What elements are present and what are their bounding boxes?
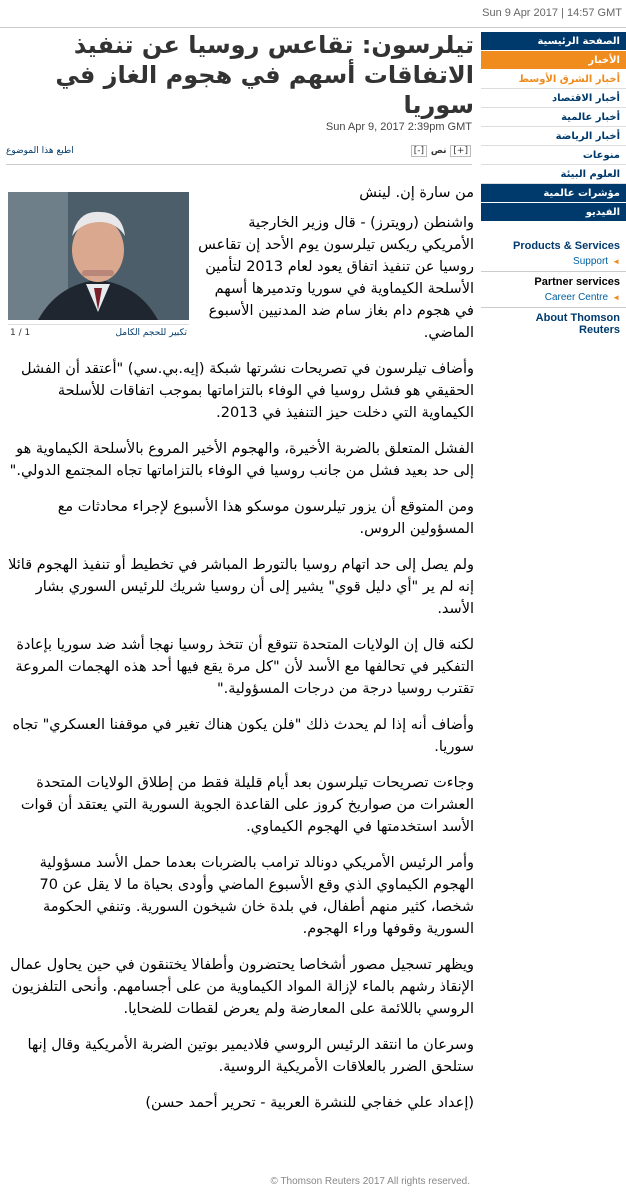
photo-caption-bar [8, 324, 189, 342]
partner-services-link[interactable]: Partner services [534, 276, 620, 288]
sidebar-nav-item[interactable]: أخبار عالمية [481, 108, 626, 127]
career-centre-link[interactable] [481, 290, 626, 308]
about-thomson-reuters-link[interactable]: About Thomson Reuters [535, 312, 620, 336]
byline: من سارة إن. لينش [359, 185, 474, 201]
current-date: Sun 9 Apr 2017 | 14:57 GMT [482, 7, 622, 19]
article-paragraph: ويظهر تسجيل مصور أشخاصا يحتضرون وأطفالا يختنقون في حين يحاول عمال الإنقاذ رشهم بالماء لإزالة المواد الكيماوية من على أجسامهم. وأنحى التلفزيون الروسي باللائمة على المعارضة ولم يعرض لقطات للضحايا. [10, 957, 474, 1017]
top-bar [0, 0, 626, 28]
divider [6, 164, 472, 165]
sidebar-nav-item[interactable]: أخبار الشرق الأوسط [481, 70, 626, 89]
photo-pager: 1 / 1 [10, 328, 31, 338]
sidebar-nav-item[interactable]: العلوم البيئة [481, 165, 626, 184]
portrait-image [8, 192, 189, 320]
article-paragraph: وأضاف تيلرسون في تصريحات نشرتها شبكة (إيه.بي.سي) "أعتقد أن الفشل الحقيقي هو فشل روسيا في الوفاء بالتزاماتها بموجب اتفاقات للأسلحة الكيماوية التي دخلت حيز التنفيذ في 2013. [20, 361, 474, 421]
article-paragraph: وأضاف أنه إذا لم يحدث ذلك "فلن يكون هناك تغير في موقفنا العسكري" تجاه سوريا. [12, 717, 474, 755]
article-timestamp: Sun Apr 9, 2017 2:39pm GMT [325, 121, 472, 133]
text-size-decrease-button[interactable]: [-] [411, 145, 427, 157]
article-toolbar [6, 144, 472, 162]
article-credit: (إعداد علي خفاجي للنشرة العربية - تحرير أحمد حسن) [145, 1095, 474, 1111]
text-size-increase-button[interactable]: [+] [450, 145, 471, 157]
print-link[interactable]: اطبع هذا الموضوع [6, 146, 74, 156]
support-link[interactable] [481, 254, 626, 272]
arrow-icon: ◄ [612, 293, 620, 302]
sidebar-nav-item[interactable]: أخبار الرياضة [481, 127, 626, 146]
article-paragraph: ومن المتوقع أن يزور تيلرسون موسكو هذا الأسبوع لإجراء محادثات مع المسؤولين الروس. [57, 499, 474, 537]
article-paragraph: وسرعان ما انتقد الرئيس الروسي فلاديمير بوتين الضربة الأمريكية وقال إنها ستلحق الضرر بالعلاقات الأمريكية الروسية. [27, 1037, 474, 1075]
sidebar-nav-item[interactable]: أخبار الاقتصاد [481, 89, 626, 108]
article-paragraph: وأمر الرئيس الأمريكي دونالد ترامب بالضربات بعدما حمل الأسد مسؤولية الهجوم الكيماوي الذي وقع الأسبوع الماضي وأودى بحياة ما لا يقل عن 70 شخصا، كثير منهم أطفال، في بلدة خان شيخون السورية. وتنفي الحكومة السورية وقوفها وراء الهجوم. [39, 855, 474, 937]
article-paragraph: ولم يصل إلى حد اتهام روسيا بالتورط المباشر في تخطيط أو تنفيذ الهجوم قائلا إنه لم ير "أي دليل قوي" يشير إلى أن روسيا شريك للرئيس السوري بشار الأسد. [8, 557, 474, 617]
sidebar [481, 32, 626, 338]
article-paragraph: الفشل المتعلق بالضربة الأخيرة، والهجوم الأخير المروع بالأسلحة الكيماوية هو إلى حد بعيد فشل من جانب روسيا في الوفاء بالتزاماتها تجاه المجتمع الدولي." [9, 441, 474, 479]
sidebar-nav-item[interactable]: الفيديو [481, 203, 626, 222]
article-paragraph: وجاءت تصريحات تيلرسون بعد أيام قليلة فقط من إطلاق الولايات المتحدة العشرات من صواريخ كروز على القاعدة الجوية السورية التي يعتقد أن قوات الأسد استخدمتها في الهجوم الكيماوي. [20, 775, 474, 835]
article-photo[interactable] [8, 192, 189, 320]
article-paragraph: لكنه قال إن الولايات المتحدة تتوقع أن تتخذ روسيا نهجا أشد ضد سوريا بإعادة التفكير في تحالفها مع الأسد لأن "كل مرة يقع فيها أحد هذه الهجمات المروعة تقترب روسيا درجة من درجات المسؤولية." [15, 637, 474, 697]
text-size-control [410, 146, 472, 156]
sidebar-nav-item[interactable]: منوعات [481, 146, 626, 165]
enlarge-photo-link[interactable]: تكبير للحجم الكامل [115, 328, 187, 338]
footer-copyright: © Thomson Reuters 2017 All rights reserved. [270, 1176, 470, 1187]
support-label: Support [573, 256, 609, 267]
sidebar-nav-item[interactable]: الصفحة الرئيسية [481, 32, 626, 51]
arrow-icon: ◄ [612, 257, 620, 266]
sidebar-nav-item[interactable]: الأخبار [481, 51, 626, 70]
article-headline: تيلرسون: تقاعس روسيا عن تنفيذ الاتفاقات أسهم في هجوم الغاز في سوريا [55, 31, 474, 119]
sidebar-nav-item[interactable]: مؤشرات عالمية [481, 184, 626, 203]
career-centre-label: Career Centre [544, 292, 609, 303]
products-services-link[interactable]: Products & Services [513, 240, 620, 252]
sidebar-links [481, 236, 626, 338]
sidebar-nav [481, 32, 626, 222]
photo-box [8, 192, 189, 350]
text-size-label: نص [430, 146, 447, 156]
article-paragraph: واشنطن (رويترز) - قال وزير الخارجية الأمريكي ريكس تيلرسون يوم الأحد إن تقاعس روسيا عن تنفيذ اتفاق يعود لعام 2013 لتأمين الأسلحة الكيماوية في سوريا وتدميرها أسهم في هجوم دام بغاز سام ضد المدنيين الأسبوع الماضي. [198, 215, 474, 341]
